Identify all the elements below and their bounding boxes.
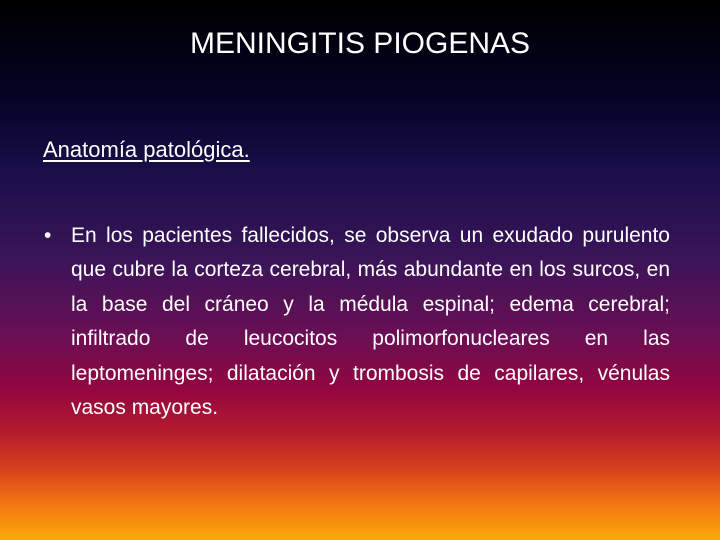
bullet-text: En los pacientes fallecidos, se observa un exudado purulento que cubre la corteza cerebral, más abundante en los surcos, en la base del cráneo y la médula espinal; edema cerebral; infiltrado de leucocitos polimorfonucleares en las leptomeninges; dilatación y trombosis de capilares, vénulas vasos mayores. [71,224,670,420]
bullet-item [44,219,670,425]
section-subheading: Anatomía patológica. [43,137,250,162]
bullet-icon: • [44,224,52,247]
slide-title: MENINGITIS PIOGENAS [189,27,531,60]
bullet-list [44,219,670,425]
